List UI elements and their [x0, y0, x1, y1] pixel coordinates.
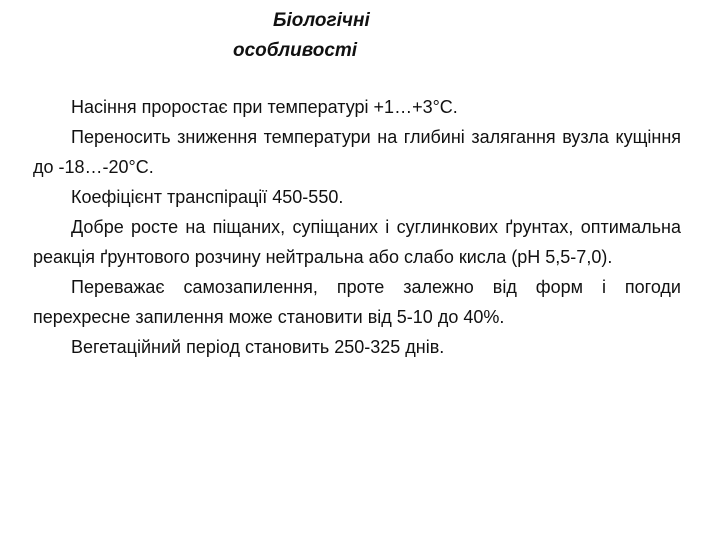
paragraph-transpiration: Коефіцієнт транспірації 450-550. — [71, 187, 344, 207]
paragraph-germination: Насіння проростає при температурі +1…+3°С. — [71, 97, 458, 117]
body-text — [33, 92, 681, 362]
title-line-2: особливості — [233, 40, 358, 61]
paragraph-soil: Добре росте на піщаних, супіщаних і суглинкових ґрунтах, оптимальна реакція ґрунтового розчину нейтральна або слабо кисла (рН 5,5-7,0). — [33, 217, 681, 267]
paragraph-vegetation-period: Вегетаційний період становить 250-325 днів. — [71, 337, 445, 357]
title-line-1: Біологічні — [273, 10, 370, 31]
paragraph-cold-tolerance: Переносить зниження температури на глибині залягання вузла кущіння до -18…-20°С. — [33, 127, 681, 177]
paragraph-pollination: Переважає самозапилення, проте залежно від форм і погоди перехресне запилення може становити від 5-10 до 40%. — [33, 277, 681, 327]
